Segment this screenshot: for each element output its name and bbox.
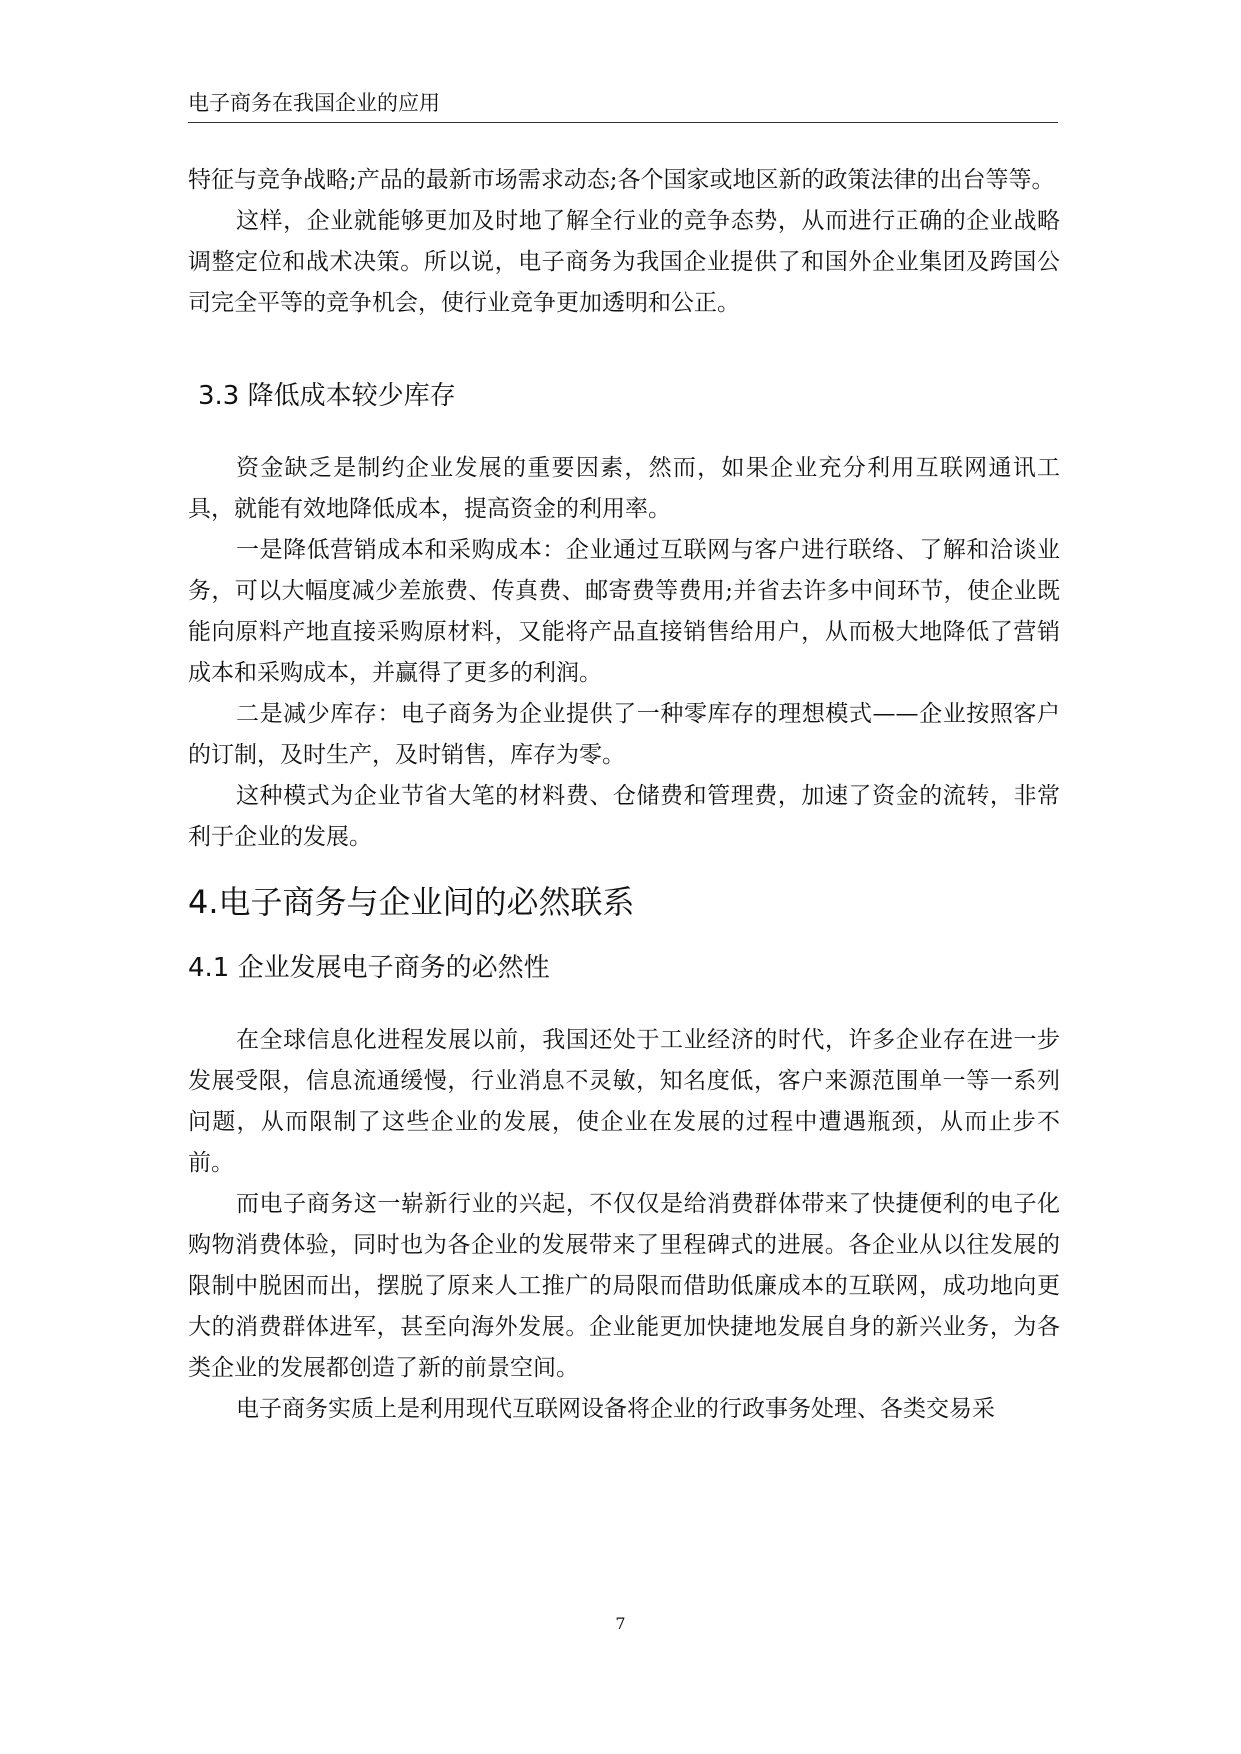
paragraph: 二是减少库存：电子商务为企业提供了一种零库存的理想模式——企业按照客户的订制，及时生产，及时销售，库存为零。 xyxy=(188,701,1060,768)
section-heading-3-3: 3.3 降低成本较少库存 xyxy=(198,381,456,411)
paragraph: 电子商务实质上是利用现代互联网设备将企业的行政事务处理、各类交易采 xyxy=(236,1396,995,1422)
paragraph: 这样，企业就能够更加及时地了解全行业的竞争态势，从而进行正确的企业战略调整定位和战术决策。所以说，电子商务为我国企业提供了和国外企业集团及跨国公司完全平等的竞争机会，使行业竞争更加透明和公正。 xyxy=(188,208,1060,316)
page-number: 7 xyxy=(615,1614,626,1633)
page-content xyxy=(188,160,1060,1430)
paragraph: 一是降低营销成本和采购成本：企业通过互联网与客户进行联络、了解和洽谈业务，可以大幅度减少差旅费、传真费、邮寄费等费用;并省去许多中间环节，使企业既能向原料产地直接采购原材料，又能将产品直接销售给用户，从而极大地降低了营销成本和采购成本，并赢得了更多的利润。 xyxy=(188,537,1060,686)
paragraph: 在全球信息化进程发展以前，我国还处于工业经济的时代，许多企业存在进一步发展受限，信息流通缓慢，行业消息不灵敏，知名度低，客户来源范围单一等一系列问题，从而限制了这些企业的发展，使企业在发展的过程中遭遇瓶颈，从而止步不前。 xyxy=(188,1027,1060,1176)
paragraph: 而电子商务这一崭新行业的兴起，不仅仅是给消费群体带来了快捷便利的电子化购物消费体验，同时也为各企业的发展带来了里程碑式的进展。各企业从以往发展的限制中脱困而出，摆脱了原来人工推广的局限而借助低廉成本的互联网，成功地向更大的消费群体进军，甚至向海外发展。企业能更加快捷地发展自身的新兴业务，为各类企业的发展都创造了新的前景空间。 xyxy=(188,1191,1060,1381)
paragraph: 特征与竞争战略;产品的最新市场需求动态;各个国家或地区新的政策法律的出台等等。 xyxy=(188,167,1055,193)
section-heading-4-1: 4.1 企业发展电子商务的必然性 xyxy=(188,953,550,983)
running-header: 电子商务在我国企业的应用 xyxy=(188,86,1058,123)
paragraph: 这种模式为企业节省大笔的材料费、仓储费和管理费，加速了资金的流转，非常利于企业的发展。 xyxy=(188,783,1060,850)
chapter-heading-4: 4.电子商务与企业间的必然联系 xyxy=(188,883,635,921)
paragraph: 资金缺乏是制约企业发展的重要因素，然而，如果企业充分利用互联网通讯工具，就能有效地降低成本，提高资金的利用率。 xyxy=(188,455,1060,522)
